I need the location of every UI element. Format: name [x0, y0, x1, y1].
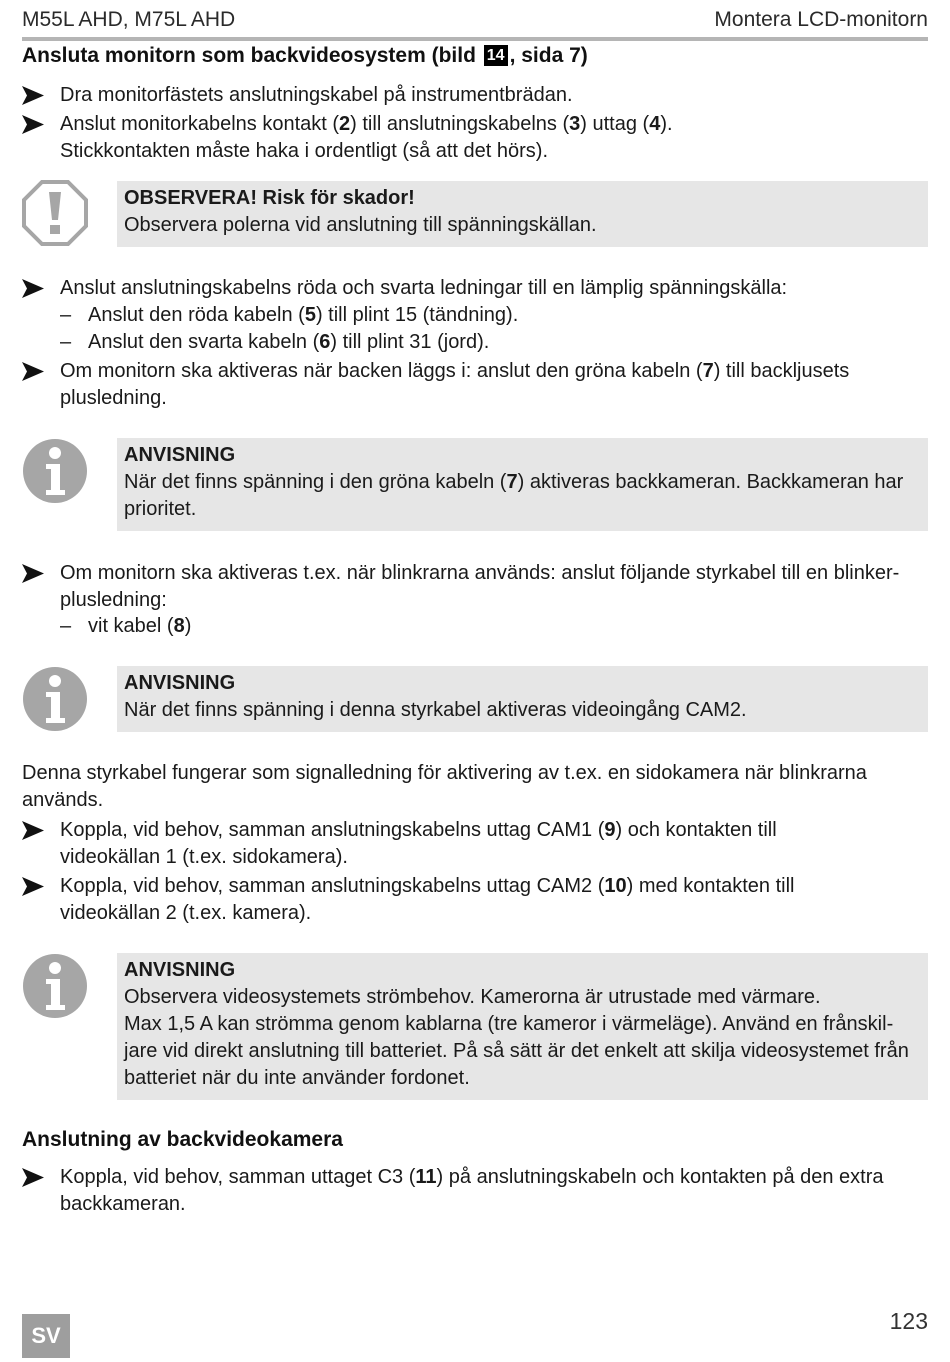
warning-body: Observera polerna vid anslutning till spänningskällan.: [124, 214, 597, 236]
header-section: Montera LCD-monitorn: [714, 8, 928, 31]
step-item: Koppla, vid behov, samman uttaget C3 (11) på anslutningskabeln och kontakten på den extra backkameran.: [22, 1164, 928, 1218]
note-title: ANVISNING: [124, 959, 236, 981]
exclamation-octagon-icon: [22, 180, 88, 246]
info-circle-icon: [22, 953, 88, 1019]
header-model: M55L AHD, M75L AHD: [22, 8, 236, 31]
step-item: Koppla, vid behov, samman anslutningskabelns uttag CAM2 (10) med kontakten till videokällan 2 (t.ex. kamera).: [22, 873, 928, 927]
step-item: Om monitorn ska aktiveras när backen läggs i: anslut den gröna kabeln (7) till backljusets plusledning.: [22, 358, 928, 412]
step-item: Anslut monitorkabelns kontakt (2) till anslutningskabelns (3) uttag (4). Stickkontakten måste haka i ordentligt (så att det hörs).: [22, 111, 928, 165]
note-box: ANVISNING När det finns spänning i denna styrkabel aktiveras videoingång CAM2.: [117, 666, 928, 732]
step-item: Koppla, vid behov, samman anslutningskabelns uttag CAM1 (9) och kontakten till videokällan 1 (t.ex. sidokamera).: [22, 817, 928, 871]
arrow-bullet-icon: [22, 115, 44, 134]
sub-item: – vit kabel (8): [60, 615, 192, 637]
section-heading-camera: Anslutning av backvideokamera: [22, 1128, 343, 1151]
warning-box: [117, 181, 928, 247]
section-heading-backvideo: Ansluta monitorn som backvideosystem (bild 14 , sida 7): [22, 44, 588, 67]
sub-item: – Anslut den röda kabeln (5) till plint 15 (tändning).: [60, 304, 519, 326]
note-box: ANVISNING När det finns spänning i den gröna kabeln (7) aktiveras backkameran. Backkameran har prioritet.: [117, 438, 928, 531]
note-title: ANVISNING: [124, 444, 236, 466]
note-box: ANVISNING Observera videosystemets strömbehov. Kamerorna är utrustade med värmare. Max 1,5 A kan strömma genom kablarna (tre kameror i värmeläge). Använd en frånskil- jare vid direkt anslutning till batteriet. På så sätt är det enkelt att skilja videosystemet från batteriet när du inte använder fordonet.: [117, 953, 928, 1100]
step-item: Anslut anslutningskabelns röda och svarta ledningar till en lämplig spänningskälla:: [22, 275, 928, 302]
info-circle-icon: [22, 438, 88, 504]
info-circle-icon: [22, 666, 88, 732]
warning-title: OBSERVERA! Risk för skador!: [124, 187, 415, 209]
header-rule: [22, 37, 928, 41]
arrow-bullet-icon: [22, 362, 44, 381]
arrow-bullet-icon: [22, 86, 44, 105]
step-item: Dra monitorfästets anslutningskabel på instrumentbrädan.: [22, 82, 928, 109]
arrow-bullet-icon: [22, 821, 44, 840]
arrow-bullet-icon: [22, 564, 44, 583]
language-badge: SV: [22, 1314, 70, 1358]
note-title: ANVISNING: [124, 672, 236, 694]
step-item: Om monitorn ska aktiveras t.ex. när blinkrarna används: anslut följande styrkabel till en blinker- plusledning:: [22, 560, 928, 614]
arrow-bullet-icon: [22, 279, 44, 298]
page-header: [22, 6, 928, 38]
page-number: 123: [889, 1308, 928, 1334]
sub-item: – Anslut den svarta kabeln (6) till plint 31 (jord).: [60, 331, 490, 353]
arrow-bullet-icon: [22, 1168, 44, 1187]
figure-number: 14: [484, 45, 508, 66]
arrow-bullet-icon: [22, 877, 44, 896]
body-paragraph: Denna styrkabel fungerar som signalledning för aktivering av t.ex. en sidokamera när blinkrarna används.: [22, 762, 867, 811]
